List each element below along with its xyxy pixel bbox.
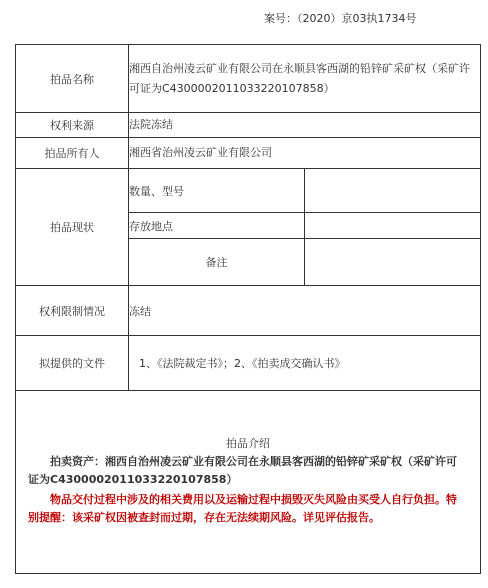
item-owner-label: 拍品所有人 <box>16 138 129 169</box>
status-model-value <box>305 169 481 213</box>
item-status-label: 拍品现状 <box>16 169 129 286</box>
restriction-label: 权利限制情况 <box>16 286 129 336</box>
restriction-value: 冻结 <box>129 286 481 336</box>
row-right-source <box>16 113 481 138</box>
row-item-name <box>16 45 481 113</box>
intro-notice <box>28 491 466 527</box>
right-source-value: 法院冻结 <box>129 113 481 138</box>
intro-notice-text: 物品交付过程中涉及的相关费用以及运输过程中损毁灭失风险由买受人自行负担。特别提醒：该采矿权因被查封而过期，存在无法续期风险。详见评估报告。 <box>28 493 457 524</box>
auction-info-table <box>15 44 481 574</box>
intro-body <box>28 453 466 489</box>
intro-cell <box>16 391 481 574</box>
row-item-owner <box>16 138 481 169</box>
item-owner-value: 湘西省治州凌云矿业有限公司 <box>129 138 481 169</box>
item-name-value: 湘西自治州凌云矿业有限公司在永顺县客西湖的铅锌矿采矿权（采矿许可证为C4300002011033220107858） <box>129 45 481 113</box>
row-restriction <box>16 286 481 336</box>
row-status-model <box>16 169 481 213</box>
right-source-label: 权利来源 <box>16 113 129 138</box>
status-location-value <box>305 213 481 239</box>
status-remark-label: 备注 <box>129 239 305 286</box>
documents-value: 1、《法院裁定书》；2、《拍卖成交确认书》 <box>129 336 481 391</box>
status-model-label: 数量、型号 <box>129 169 305 213</box>
row-intro <box>16 391 481 574</box>
intro-body-text: 拍卖资产：湘西自治州凌云矿业有限公司在永顺县客西湖的铅锌矿采矿权（采矿许可证为C4300002011033220107858） <box>28 455 457 486</box>
intro-title: 拍品介绍 <box>226 437 270 450</box>
documents-label: 拟提供的文件 <box>16 336 129 391</box>
item-name-label: 拍品名称 <box>16 45 129 113</box>
status-location-label: 存放地点 <box>129 213 305 239</box>
status-remark-value <box>305 239 481 286</box>
row-documents <box>16 336 481 391</box>
case-number: 案号：（2020）京03执1734号 <box>264 12 417 25</box>
